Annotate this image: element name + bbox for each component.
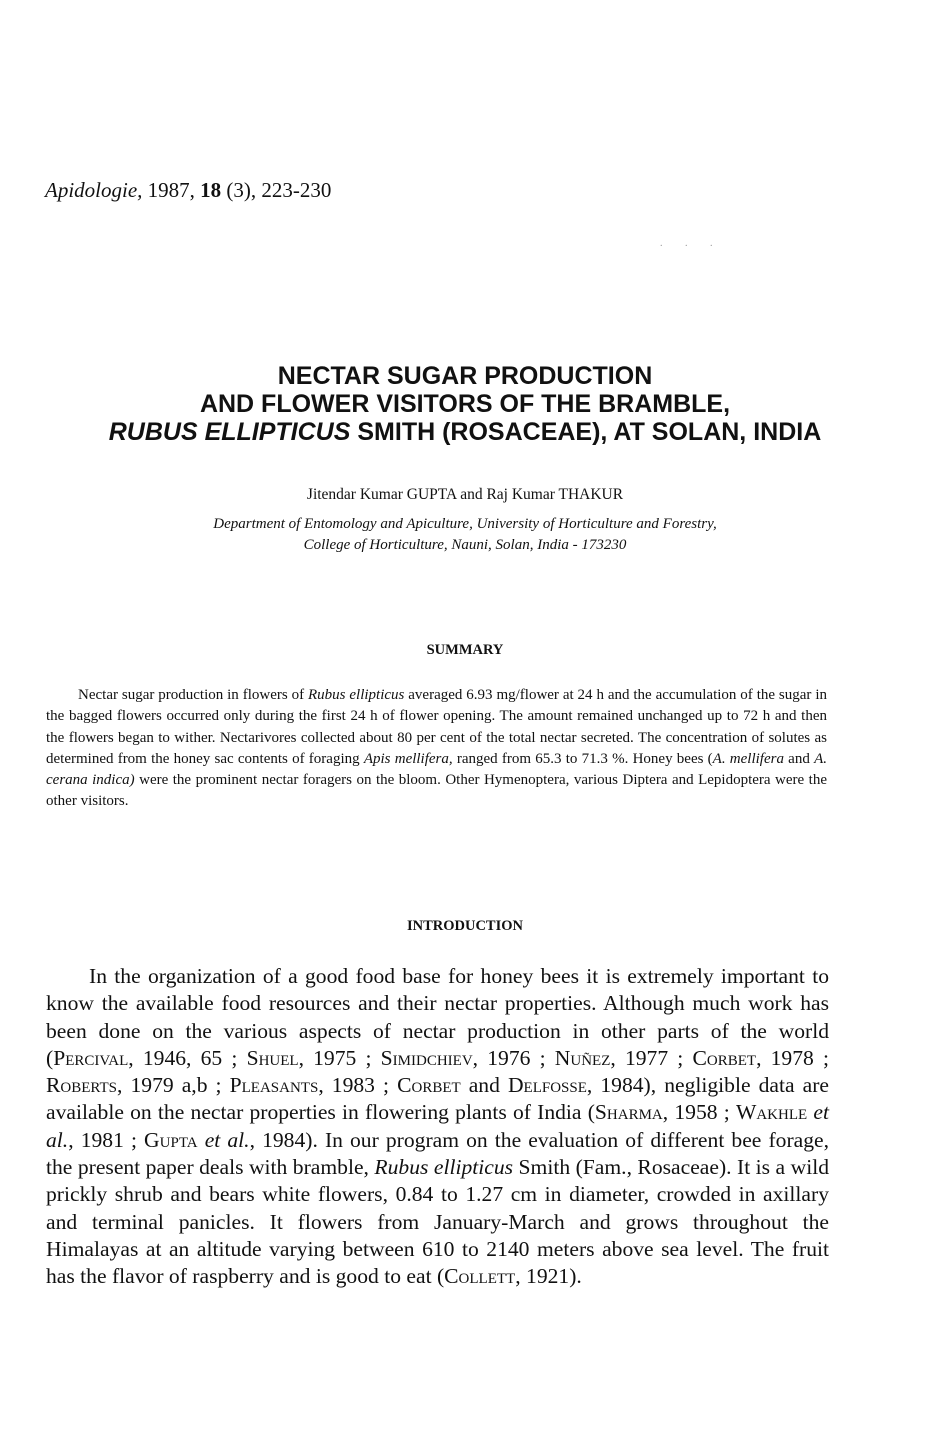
affiliation-line-2: College of Horticulture, Nauni, Solan, India - 173230 bbox=[303, 537, 627, 553]
summary-species: Rubus ellipticus bbox=[307, 687, 405, 703]
affiliation bbox=[0, 514, 930, 556]
introduction-heading: INTRODUCTION bbox=[406, 918, 523, 934]
summary-species: A. cerana indica) bbox=[46, 750, 827, 789]
citation-author: Nuñez bbox=[554, 1045, 611, 1070]
title-line-2: AND FLOWER VISITORS OF THE BRAMBLE, bbox=[199, 390, 731, 418]
citation-author: Gupta bbox=[144, 1127, 198, 1152]
summary-text: ranged from 65.3 to 71.3 %. Honey bees ( bbox=[452, 750, 713, 767]
authors: Jitendar Kumar GUPTA and Raj Kumar THAKUR bbox=[306, 486, 624, 503]
intro-text: , 1984), negligible data are available on the nectar properties in flowering plants of India ( bbox=[46, 1073, 829, 1125]
journal-volume: 18 bbox=[200, 178, 222, 202]
intro-text: , 1975 ; bbox=[298, 1045, 381, 1070]
title-line-3-rest: SMITH (ROSACEAE), AT SOLAN, INDIA bbox=[350, 418, 822, 446]
citation-author: Pleasants bbox=[229, 1073, 319, 1098]
summary-species: Apis mellifera, bbox=[363, 750, 453, 767]
citation-author: Corbet bbox=[397, 1073, 461, 1098]
intro-text: In the organization of a good food base for honey bees it is extremely important to know the available food resources and their nectar properties. Although much work has been done on the various aspects of nectar production in other parts of the world ( bbox=[46, 964, 829, 1070]
summary-text: averaged 6.93 mg/flower at 24 h and the accumulation of the sugar in the bagged flowers occurred only during the first 24 h of flower opening. The amount remained unchanged up to 72 h and then the flowers began to wither. Nectarivores collected about 80 per cent of the total nectar secreted. The concentration of solutes as determined from the honey sac contents of foraging bbox=[46, 687, 827, 767]
intro-text: , 1984). In our program on the evaluation of different bee forage, the present paper deals with bramble, bbox=[46, 1127, 829, 1180]
intro-text: , 1981 ; bbox=[68, 1127, 145, 1152]
title-line-3 bbox=[0, 418, 930, 446]
citation-author: Collett bbox=[444, 1264, 516, 1289]
intro-text: , 1946, 65 ; bbox=[128, 1045, 247, 1070]
citation-author: Delfosse bbox=[507, 1073, 587, 1098]
citation-etal: et al. bbox=[46, 1100, 829, 1152]
title-species: RUBUS ELLIPTICUS bbox=[108, 418, 351, 446]
summary-heading: SUMMARY bbox=[426, 642, 504, 658]
citation-author: Sharma bbox=[594, 1100, 663, 1125]
summary-text: and bbox=[783, 750, 815, 767]
intro-text: Smith (Fam., Rosaceae). It is a wild prickly shrub and bears white flowers, 0.84 to 1.27 cm in diameter, crowded in axillary and terminal panicles. It flowers from January-March and grows throughout the Himalayas at an altitude varying between 610 to 2140 meters above sea level. The fruit has the flavor of raspberry and is good to eat ( bbox=[46, 1155, 829, 1289]
citation-author: Percival bbox=[53, 1045, 129, 1070]
title-line-1: NECTAR SUGAR PRODUCTION bbox=[277, 362, 653, 390]
intro-species: Rubus ellipticus bbox=[374, 1155, 514, 1180]
introduction-paragraph bbox=[46, 963, 829, 1291]
intro-text: , 1978 ; bbox=[756, 1045, 829, 1070]
intro-text: and bbox=[460, 1073, 508, 1098]
intro-text: , 1977 ; bbox=[610, 1045, 693, 1070]
affiliation-line-1: Department of Entomology and Apiculture, University of Horticulture and Forestry, bbox=[213, 516, 717, 532]
citation-etal: et al. bbox=[204, 1127, 250, 1152]
summary-text: Nectar sugar production in flowers of bbox=[78, 687, 308, 703]
citation-author: Shuel bbox=[246, 1045, 299, 1070]
citation-author: Roberts bbox=[46, 1073, 118, 1098]
paper-title bbox=[0, 362, 930, 446]
summary-paragraph bbox=[46, 685, 827, 813]
citation-author: Corbet bbox=[692, 1045, 757, 1070]
scan-marks: . . . bbox=[660, 238, 723, 249]
journal-citation bbox=[45, 178, 331, 203]
summary-text: were the prominent nectar foragers on the bloom. Other Hymenoptera, various Diptera and Lepidoptera were the other visitors. bbox=[46, 772, 828, 810]
intro-text bbox=[198, 1128, 205, 1152]
citation-author: Wakhle bbox=[735, 1100, 808, 1125]
intro-text: , 1979 a,b ; bbox=[117, 1073, 230, 1098]
intro-text: , 1958 ; bbox=[662, 1100, 736, 1125]
intro-text: , 1976 ; bbox=[472, 1045, 555, 1070]
summary-species: A. mellifera bbox=[712, 750, 784, 767]
citation-author: Simidchiev bbox=[380, 1045, 473, 1070]
journal-year: 1987, bbox=[147, 178, 195, 202]
intro-text: , 1921). bbox=[515, 1264, 582, 1289]
journal-name: Apidologie, bbox=[45, 178, 143, 202]
journal-issue-pages: (3), 223-230 bbox=[226, 178, 332, 202]
intro-text: , 1983 ; bbox=[318, 1073, 398, 1098]
